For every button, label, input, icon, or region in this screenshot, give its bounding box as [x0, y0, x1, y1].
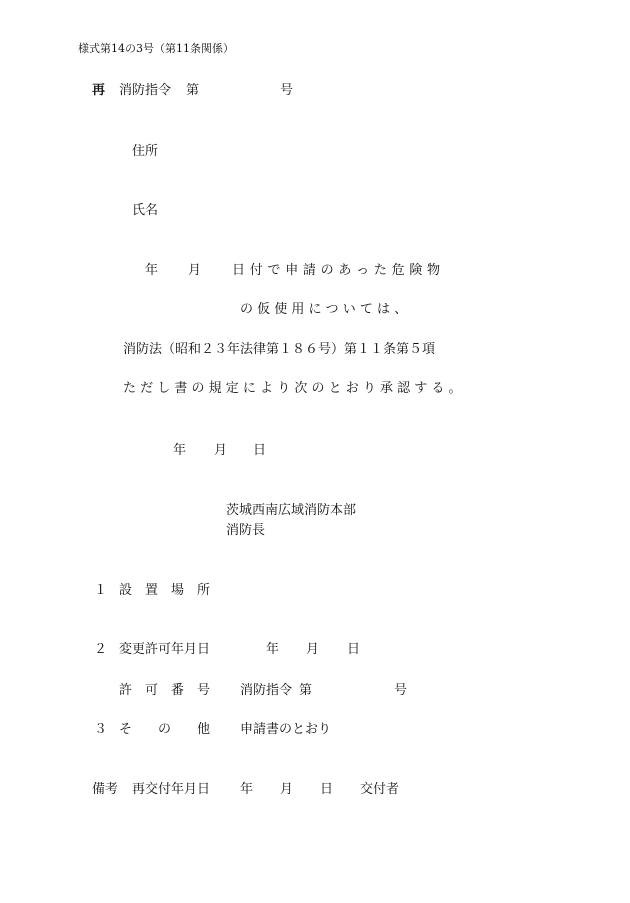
order-dai: 第	[186, 83, 200, 98]
remarks-label: 備考	[92, 782, 119, 797]
permit-number-label: 許 可 番 号	[119, 683, 211, 698]
name-label: 氏名	[132, 203, 159, 218]
issue-day: 日	[253, 443, 267, 458]
item-2-month: 月	[306, 642, 320, 657]
body-line-1: 日 付 で 申 請 の あ っ た 危 険 物	[232, 263, 441, 278]
remarks-month: 月	[280, 782, 294, 797]
item-3-label: そ の 他	[119, 722, 211, 737]
item-2-number: ２	[94, 642, 108, 657]
item-1-label: 設 置 場 所	[119, 583, 211, 598]
body-month: 月	[188, 263, 202, 278]
order-prefix: 消防指令	[119, 83, 172, 98]
item-3-value: 申請書のとおり	[240, 722, 332, 737]
remarks-year: 年	[240, 782, 254, 797]
permit-go: 号	[394, 683, 408, 698]
issue-month: 月	[214, 443, 228, 458]
issue-year: 年	[173, 443, 187, 458]
issuer-organization: 茨城西南広域消防本部	[226, 503, 357, 518]
remarks-day: 日	[320, 782, 334, 797]
form-number: 様式第14の3号（第11条関係）	[78, 42, 234, 55]
permit-order-prefix: 消防指令	[240, 683, 293, 698]
body-line-4: た だ し 書 の 規 定 に よ り 次 の と お り 承 認 す る 。	[123, 381, 462, 396]
item-2-day: 日	[347, 642, 361, 657]
order-go: 号	[280, 83, 294, 98]
item-3-number: ３	[94, 722, 108, 737]
permit-dai: 第	[299, 683, 313, 698]
item-1-number: １	[94, 583, 108, 598]
issuer-label: 交付者	[360, 782, 400, 797]
reissue-mark: 再	[92, 83, 106, 98]
address-label: 住所	[132, 144, 159, 159]
item-2-label: 変更許可年月日	[119, 642, 211, 657]
issuer-title: 消防長	[226, 523, 266, 538]
body-year: 年	[145, 263, 159, 278]
body-line-2: の 仮 使 用 に つ い て は 、	[240, 302, 408, 317]
body-line-3: 消防法（昭和２３年法律第１８６号）第１１条第５項	[123, 342, 436, 357]
item-2-year: 年	[266, 642, 280, 657]
reissue-date-label: 再交付年月日	[132, 782, 211, 797]
